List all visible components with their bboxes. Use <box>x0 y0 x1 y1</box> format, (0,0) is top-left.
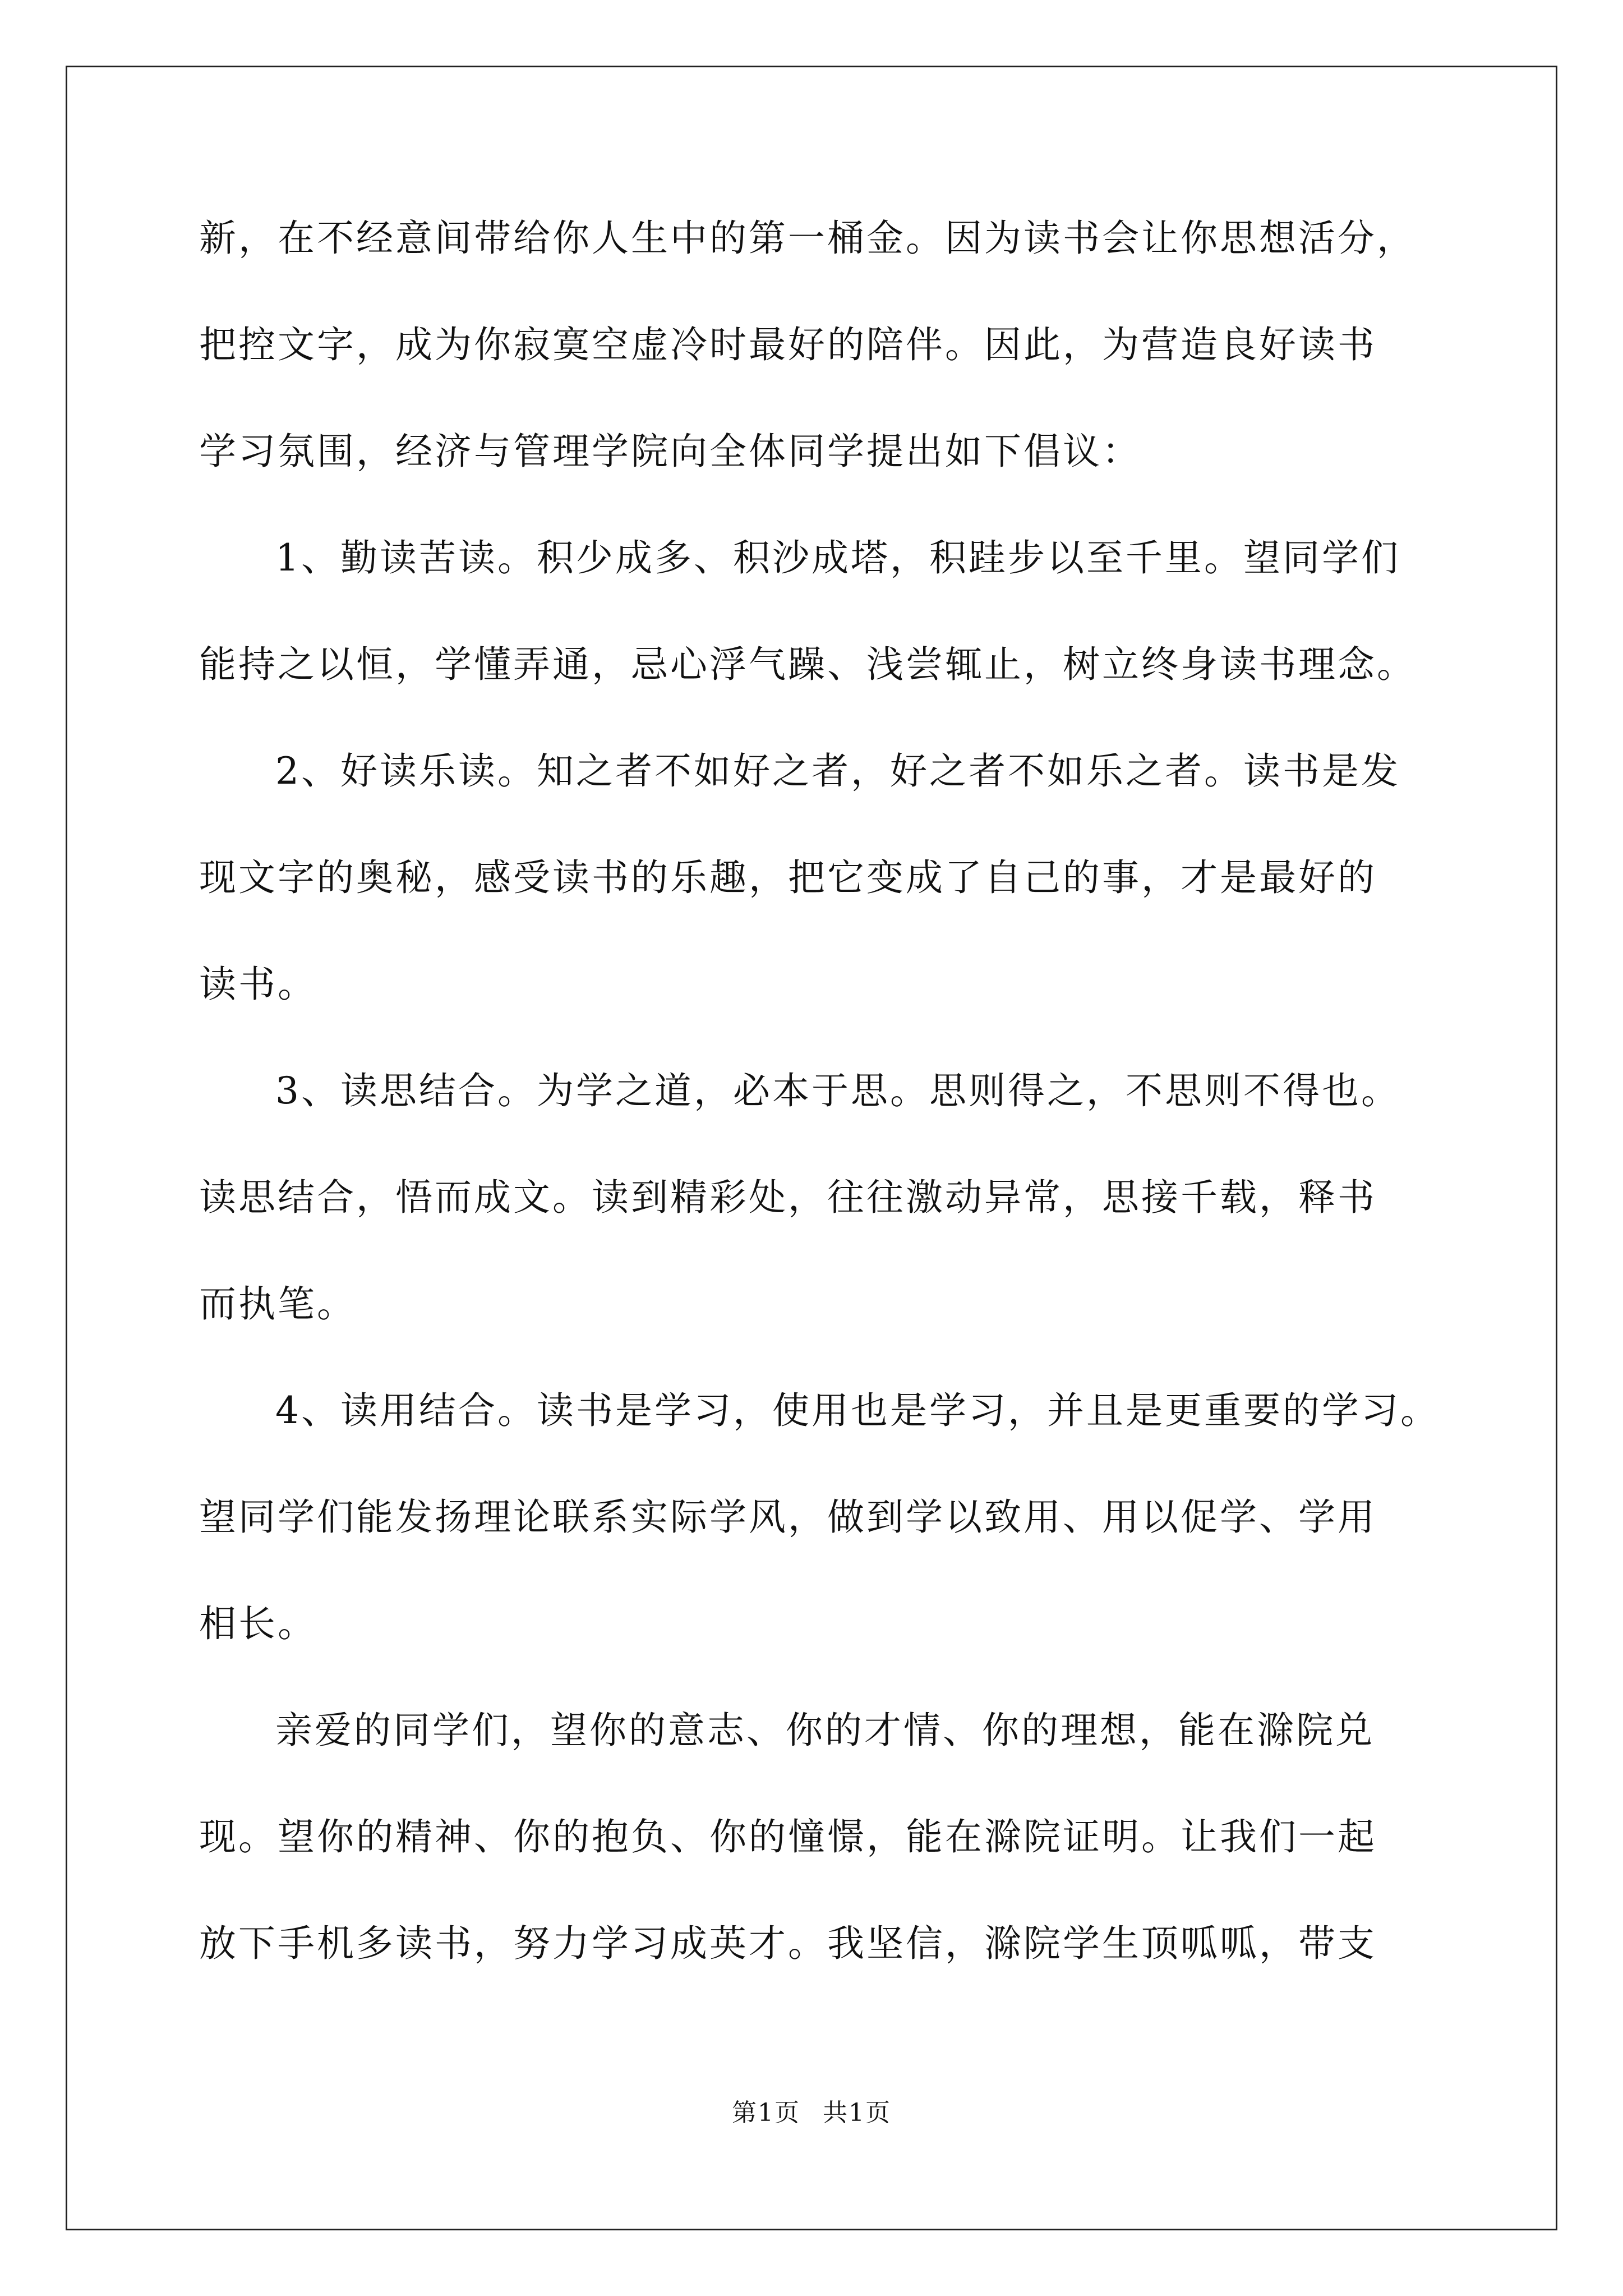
text-line: 读思结合，悟而成文。读到精彩处，往往激动异常，思接千载，释书 <box>199 1176 1377 1219</box>
paragraph-item-3 <box>199 1038 1424 1358</box>
text-line: 而执笔。 <box>199 1282 356 1326</box>
text-line: 3、读思结合。为学之道，必本于思。思则得之，不思则不得也。 <box>275 1069 1400 1112</box>
text-line: 学习氛围，经济与管理学院向全体同学提出如下倡议： <box>199 430 1141 473</box>
text-line: 现。望你的精神、你的抱负、你的憧憬，能在滁院证明。让我们一起 <box>199 1815 1377 1858</box>
text-line: 望同学们能发扬理论联系实际学风，做到学以致用、用以促学、学用 <box>199 1496 1377 1539</box>
text-line: 现文字的奥秘，感受读书的乐趣，把它变成了自己的事，才是最好的 <box>199 856 1377 899</box>
text-line: 放下手机多读书，努力学习成英才。我坚信，滁院学生顶呱呱，带支 <box>199 1922 1377 1965</box>
text-line: 新，在不经意间带给你人生中的第一桶金。因为读书会让你思想活分， <box>199 217 1416 260</box>
paragraph-item-1 <box>199 505 1424 718</box>
page-total: 共1页 <box>823 2099 891 2127</box>
paragraph-item-2 <box>199 718 1424 1038</box>
text-line: 2、好读乐读。知之者不如好之者，好之者不如乐之者。读书是发 <box>275 749 1400 793</box>
paragraph-intro-continued <box>199 185 1424 505</box>
paragraph-item-4 <box>199 1358 1440 1677</box>
text-line: 1、勤读苦读。积少成多、积沙成塔，积跬步以至千里。望同学们 <box>275 536 1400 579</box>
text-line: 读书。 <box>199 963 317 1006</box>
document-body <box>199 185 1440 1997</box>
paragraph-closing <box>199 1677 1424 1997</box>
page-footer <box>0 2092 1623 2128</box>
text-line: 能持之以恒，学懂弄通，忌心浮气躁、浅尝辄止，树立终身读书理念。 <box>199 643 1416 686</box>
text-line: 4、读用结合。读书是学习，使用也是学习，并且是更重要的学习。 <box>275 1389 1440 1432</box>
page-number: 第1页 <box>732 2099 800 2127</box>
text-line: 亲爱的同学们，望你的意志、你的才情、你的理想，能在滁院兑 <box>275 1709 1375 1752</box>
text-line: 把控文字，成为你寂寞空虚冷时最好的陪伴。因此，为营造良好读书 <box>199 323 1377 366</box>
text-line: 相长。 <box>199 1602 317 1645</box>
